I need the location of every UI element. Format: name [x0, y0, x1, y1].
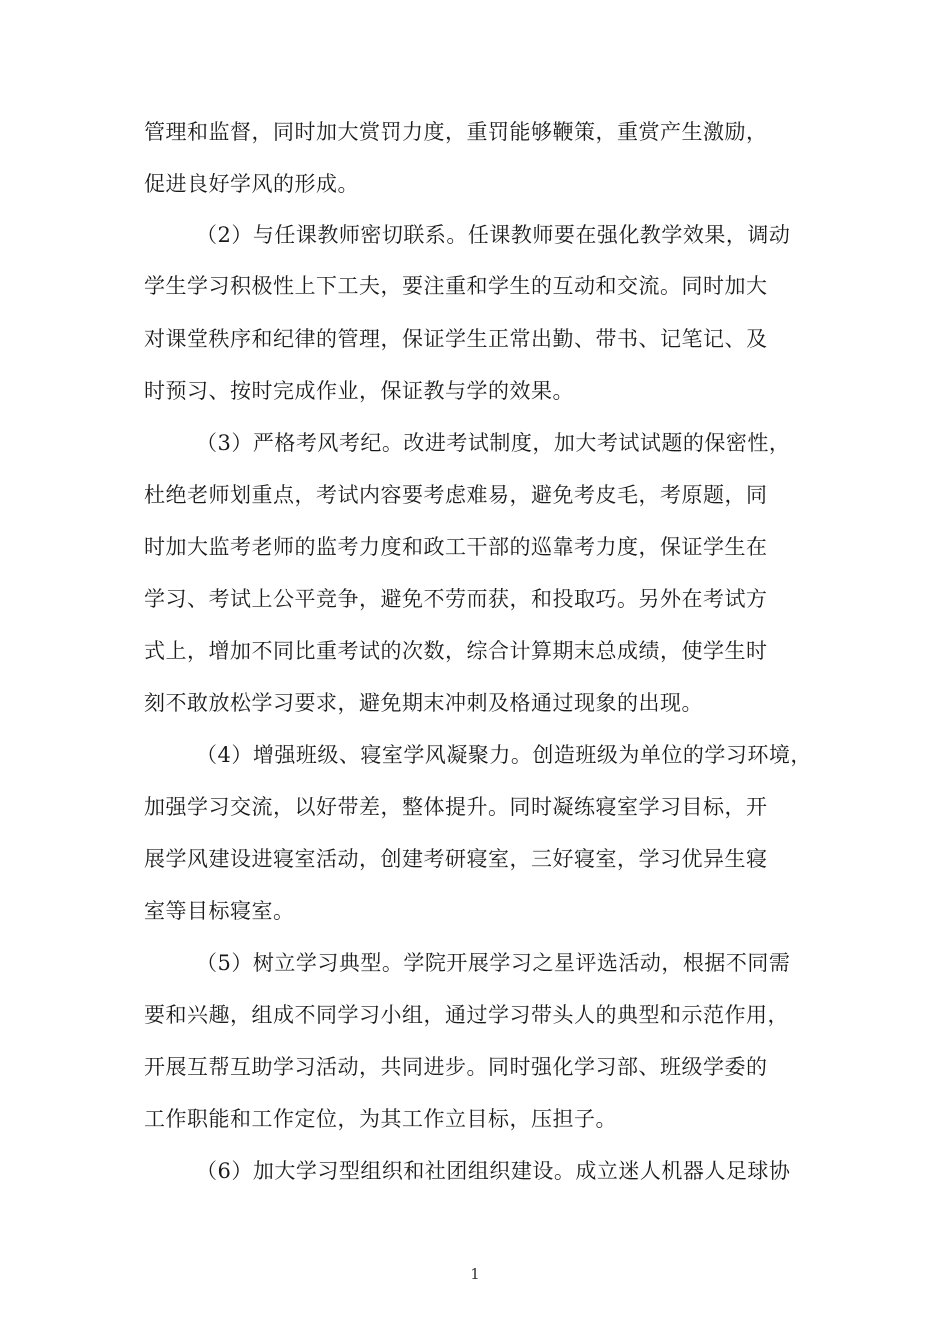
paragraph-start: （3）严格考风考纪。改进考试制度，加大考试试题的保密性， — [196, 431, 791, 455]
text-line: 式上，增加不同比重考试的次数，综合计算期末总成绩，使学生时 — [144, 639, 768, 663]
text-line: 展学风建设进寝室活动，创建考研寝室，三好寝室，学习优异生寝 — [144, 847, 768, 871]
text-line: 开展互帮互助学习活动，共同进步。同时强化学习部、班级学委的 — [144, 1055, 768, 1079]
text-line: 对课堂秩序和纪律的管理，保证学生正常出勤、带书、记笔记、及 — [144, 327, 768, 351]
text-line: 时预习、按时完成作业，保证教与学的效果。 — [144, 379, 574, 403]
paragraph-start: （2）与任课教师密切联系。任课教师要在强化教学效果，调动 — [196, 223, 791, 247]
paragraph-start: （4）增强班级、寝室学风凝聚力。创造班级为单位的学习环境， — [196, 743, 812, 767]
paragraph-start: （6）加大学习型组织和社团组织建设。成立迷人机器人足球协 — [196, 1159, 791, 1183]
text-line: 学习、考试上公平竞争，避免不劳而获，和投取巧。另外在考试方 — [144, 587, 768, 611]
text-line: 时加大监考老师的监考力度和政工干部的巡靠考力度，保证学生在 — [144, 535, 768, 559]
page-number: 1 — [470, 1265, 480, 1283]
text-line: 刻不敢放松学习要求，避免期末冲刺及格通过现象的出现。 — [144, 691, 703, 715]
text-line: 杜绝老师划重点，考试内容要考虑难易，避免考皮毛，考原题，同 — [144, 483, 768, 507]
text-line: 工作职能和工作定位，为其工作立目标，压担子。 — [144, 1107, 617, 1131]
text-line: 加强学习交流，以好带差，整体提升。同时凝练寝室学习目标，开 — [144, 795, 768, 819]
text-line: 室等目标寝室。 — [144, 899, 295, 923]
text-line: 促进良好学风的形成。 — [144, 172, 359, 196]
paragraph-start: （5）树立学习典型。学院开展学习之星评选活动，根据不同需 — [196, 951, 791, 975]
text-line: 管理和监督，同时加大赏罚力度，重罚能够鞭策，重赏产生激励， — [144, 120, 768, 144]
text-line: 要和兴趣，组成不同学习小组，通过学习带头人的典型和示范作用， — [144, 1003, 789, 1027]
text-line: 学生学习积极性上下工夫，要注重和学生的互动和交流。同时加大 — [144, 274, 768, 298]
